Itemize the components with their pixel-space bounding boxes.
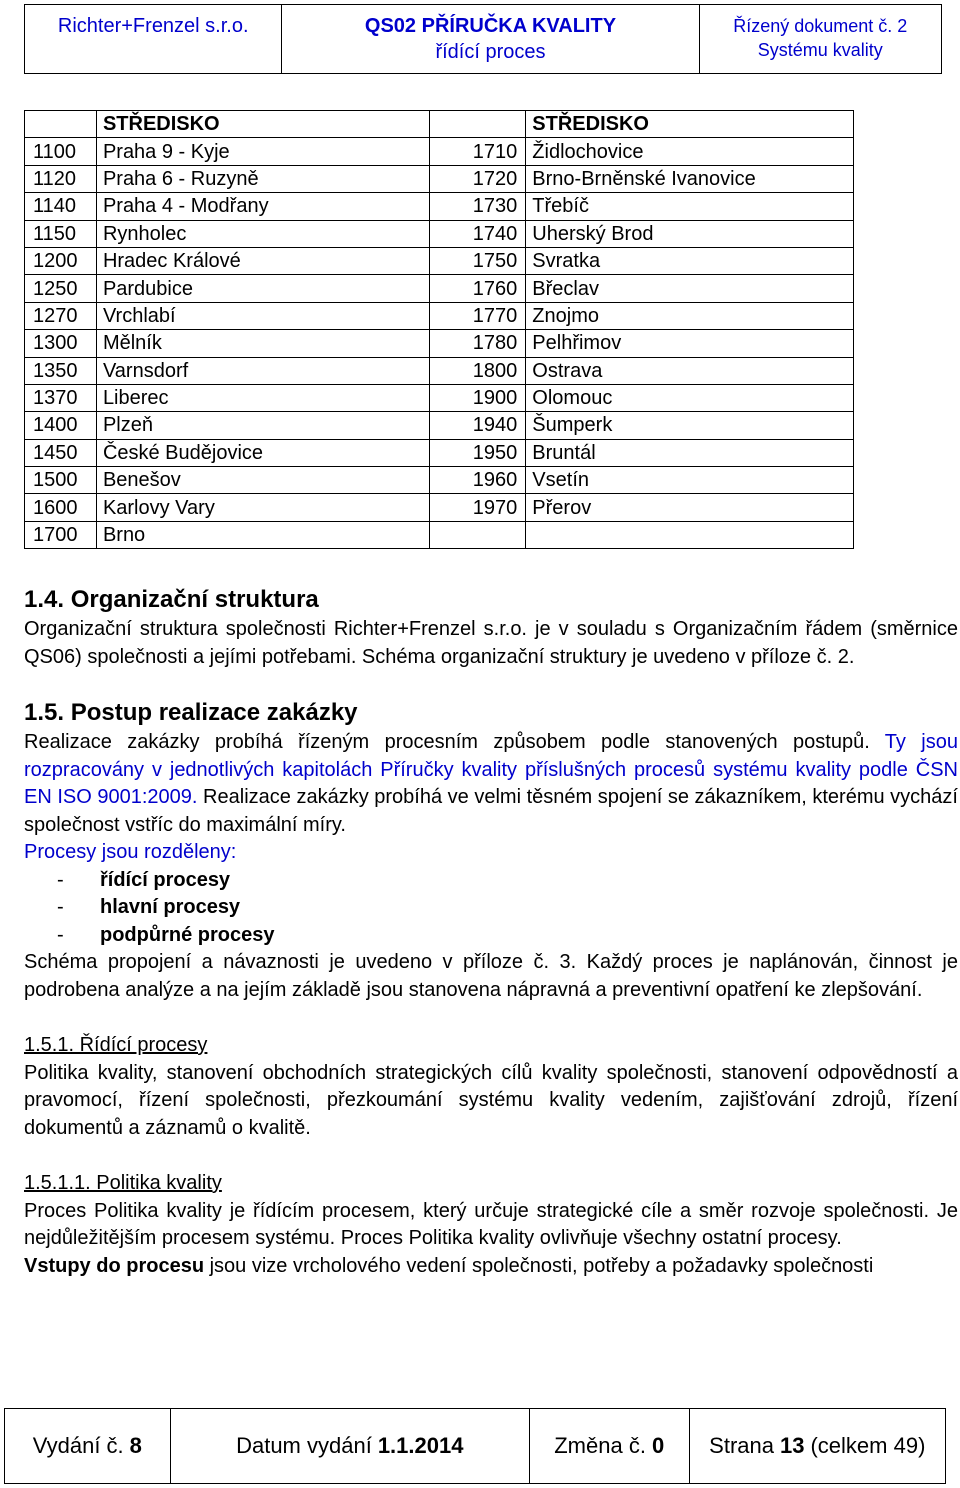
- section-heading-1-5-1: 1.5.1. Řídící procesy: [24, 1034, 208, 1056]
- center-code-right: 1740: [430, 220, 526, 247]
- list-item: - řídící procesy: [57, 868, 231, 891]
- center-code-right: 1800: [430, 357, 526, 384]
- center-code-left: 1200: [25, 247, 97, 274]
- center-name-right: Bruntál: [526, 439, 854, 466]
- center-name-left: Praha 9 - Kyje: [96, 138, 429, 165]
- document-footer: [4, 1408, 946, 1484]
- center-name-right: Olomouc: [526, 384, 854, 411]
- section-text-1-5-after: Schéma propojení a návaznosti je uvedeno v příloze č. 3. Každý proces je naplánován, činnost je podrobena analýze a na jejím základě jsou stanovena nápravná a preventivní opatření ke zlepšování.: [24, 951, 958, 1001]
- center-name-right: Přerov: [526, 494, 854, 521]
- column-header-left: STŘEDISKO: [96, 111, 429, 138]
- footer-edition: Vydání č. 8: [5, 1409, 171, 1483]
- center-code-left: 1350: [25, 357, 97, 384]
- center-name-right: Vsetín: [526, 467, 854, 494]
- center-code-left: 1250: [25, 275, 97, 302]
- list-item: - podpůrné procesy: [57, 923, 275, 946]
- center-code-left: 1450: [25, 439, 97, 466]
- center-name-right: Šumperk: [526, 412, 854, 439]
- document-system: Systému kvality: [757, 40, 883, 60]
- header-company: [25, 5, 282, 73]
- center-code-right: 1730: [430, 193, 526, 220]
- column-header-right: STŘEDISKO: [526, 111, 854, 138]
- center-name-right: Uherský Brod: [526, 220, 854, 247]
- center-name-right: Svratka: [526, 247, 854, 274]
- section-heading-1-4: 1.4. Organizační struktura: [24, 586, 319, 613]
- process-type: řídící proces: [435, 41, 546, 63]
- section-text-1-5: Realizace zakázky probíhá řízeným procesním způsobem podle stanovených postupů. Ty jsou rozpracovány v jednotlivých kapitolách Příručky kvality příslušných procesů systému kvality podle ČSN EN ISO 9001:2009. Realizace zakázky probíhá ve velmi těsném spojení se zákazníkem, kterému vychází společnost vstříc do maximální míry.: [24, 731, 958, 836]
- table-row: [25, 165, 854, 192]
- center-code-right: 1900: [430, 384, 526, 411]
- center-name-left: Praha 6 - Ruzyně: [96, 165, 429, 192]
- table-row: [25, 494, 854, 521]
- header-title: [282, 5, 699, 73]
- center-name-right: Ostrava: [526, 357, 854, 384]
- center-code-right: 1760: [430, 275, 526, 302]
- center-name-right: [526, 521, 854, 548]
- table-row: [25, 275, 854, 302]
- center-name-left: Brno: [96, 521, 429, 548]
- center-code-right: 1750: [430, 247, 526, 274]
- center-code-left: 1600: [25, 494, 97, 521]
- footer-page: Strana 13 (celkem 49): [709, 1433, 926, 1458]
- center-code-right: 1940: [430, 412, 526, 439]
- center-name-left: České Budějovice: [96, 439, 429, 466]
- center-code-left: 1400: [25, 412, 97, 439]
- center-name-left: Pardubice: [96, 275, 429, 302]
- center-name-left: Praha 4 - Modřany: [96, 193, 429, 220]
- table-row: [25, 467, 854, 494]
- table-row: [25, 521, 854, 548]
- center-name-right: Třebíč: [526, 193, 854, 220]
- center-name-left: Karlovy Vary: [96, 494, 429, 521]
- manual-title: QS02 PŘÍRUČKA KVALITY: [364, 15, 617, 37]
- table-header-row: [25, 111, 854, 138]
- center-name-left: Mělník: [96, 330, 429, 357]
- center-name-left: Hradec Králové: [96, 247, 429, 274]
- document-body: [24, 584, 958, 1280]
- center-name-left: Plzeň: [96, 412, 429, 439]
- center-code-right: [430, 521, 526, 548]
- section-heading-1-5: 1.5. Postup realizace zakázky: [24, 699, 358, 726]
- section-heading-1-5-1-1: 1.5.1.1. Politika kvality: [24, 1172, 222, 1194]
- section-text-1-5-1: Politika kvality, stanovení obchodních strategických cílů kvality společnosti, stanovení odpovědností a pravomocí, řízení společnosti, přezkoumání systému kvality vedením, zajišťování zdrojů, řízení dokumentů a záznamů o kvalitě.: [24, 1061, 958, 1139]
- center-name-right: Židlochovice: [526, 138, 854, 165]
- center-code-left: 1270: [25, 302, 97, 329]
- center-name-left: Rynholec: [96, 220, 429, 247]
- center-code-left: 1120: [25, 165, 97, 192]
- document-number: Řízený dokument č. 2: [733, 16, 908, 36]
- processes-intro: Procesy jsou rozděleny:: [24, 841, 237, 863]
- center-code-left: 1370: [25, 384, 97, 411]
- center-code-left: 1150: [25, 220, 97, 247]
- list-item: - hlavní procesy: [57, 896, 241, 918]
- center-name-right: Znojmo: [526, 302, 854, 329]
- center-code-right: 1710: [430, 138, 526, 165]
- centers-table: [24, 110, 854, 549]
- center-code-right: 1770: [430, 302, 526, 329]
- center-code-left: 1500: [25, 467, 97, 494]
- center-code-right: 1720: [430, 165, 526, 192]
- company-name: Richter+Frenzel s.r.o.: [57, 15, 249, 37]
- center-code-right: 1950: [430, 439, 526, 466]
- center-name-right: Brno-Brněnské Ivanovice: [526, 165, 854, 192]
- center-name-right: Břeclav: [526, 275, 854, 302]
- table-row: [25, 330, 854, 357]
- center-name-right: Pelhřimov: [526, 330, 854, 357]
- footer-date: Datum vydání 1.1.2014: [171, 1409, 530, 1483]
- table-row: [25, 412, 854, 439]
- table-row: [25, 247, 854, 274]
- table-row: [25, 302, 854, 329]
- table-row: [25, 138, 854, 165]
- center-code-right: 1960: [430, 467, 526, 494]
- center-code-left: 1700: [25, 521, 97, 548]
- document-header: [24, 4, 942, 74]
- process-types-list: [24, 867, 958, 950]
- center-name-left: Varnsdorf: [96, 357, 429, 384]
- center-name-left: Benešov: [96, 467, 429, 494]
- center-code-right: 1780: [430, 330, 526, 357]
- header-document: [700, 5, 941, 73]
- section-text-1-4: Organizační struktura společnosti Richter+Frenzel s.r.o. je v souladu s Organizačním řádem (směrnice QS06) společnosti a jejími potřebami. Schéma organizační struktury je uvedeno v příloze č. 2.: [24, 618, 958, 668]
- table-row: [25, 384, 854, 411]
- center-code-left: 1140: [25, 193, 97, 220]
- center-name-left: Vrchlabí: [96, 302, 429, 329]
- center-code-left: 1100: [25, 138, 97, 165]
- center-code-right: 1970: [430, 494, 526, 521]
- center-name-left: Liberec: [96, 384, 429, 411]
- section-inputs-1-5-1-1: Vstupy do procesu jsou vize vrcholového vedení společnosti, potřeby a požadavky společnosti: [24, 1254, 874, 1277]
- section-text-1-5-1-1: Proces Politika kvality je řídícím procesem, který určuje strategické cíle a směr rozvoje společnosti. Je nejdůležitějším procesem systému. Proces Politika kvality ovlivňuje všechny ostatní procesy.: [24, 1199, 958, 1249]
- footer-change: Změna č. 0: [530, 1409, 690, 1483]
- center-code-left: 1300: [25, 330, 97, 357]
- table-row: [25, 193, 854, 220]
- table-row: [25, 439, 854, 466]
- table-row: [25, 220, 854, 247]
- table-row: [25, 357, 854, 384]
